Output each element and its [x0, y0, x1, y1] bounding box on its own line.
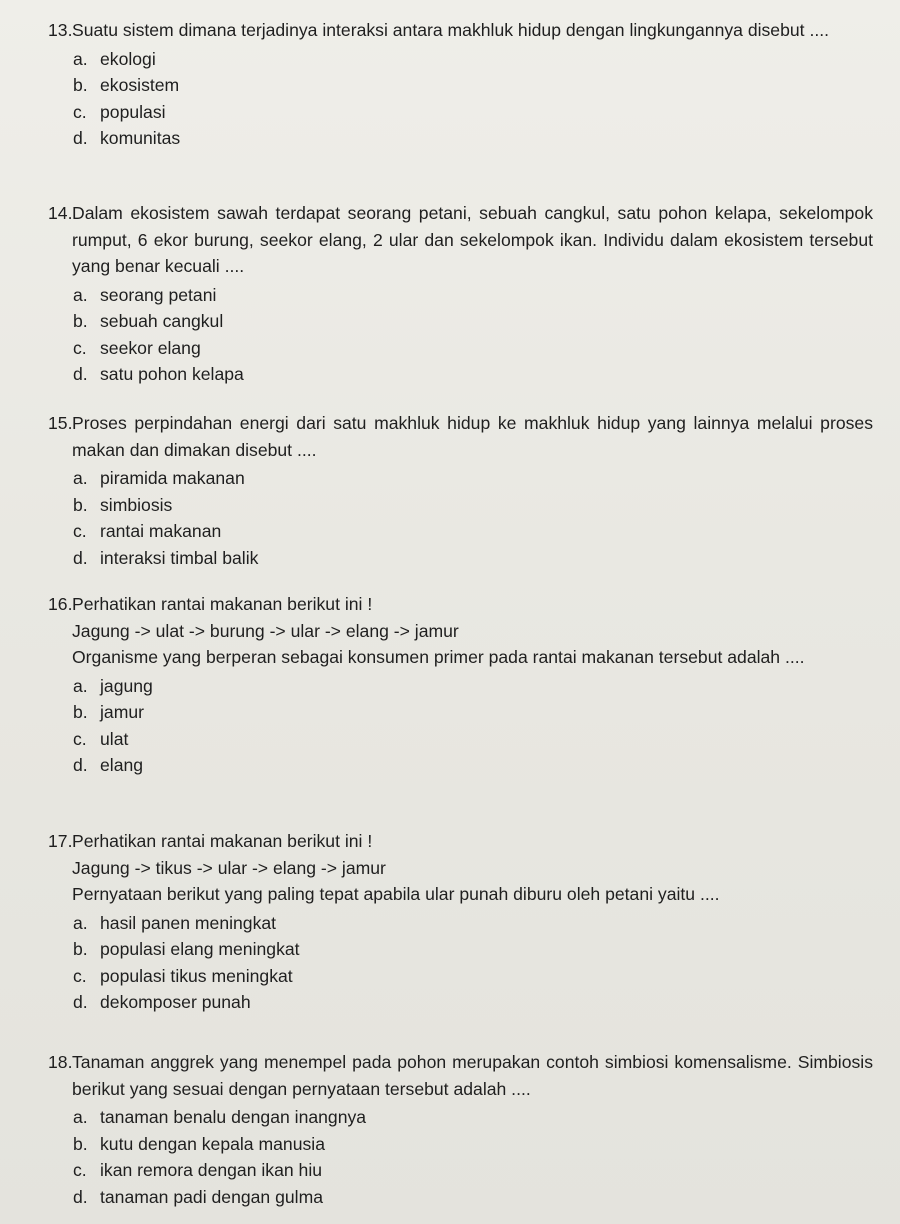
- option-a: a. ekologi: [73, 48, 156, 69]
- question-prompt: Pernyataan berikut yang paling tepat apabila ular punah diburu oleh petani yaitu ....: [72, 884, 720, 904]
- option-b: b. simbiosis: [73, 494, 173, 515]
- question-13: [48, 17, 873, 152]
- option-d: d. tanaman padi dengan gulma: [73, 1186, 324, 1207]
- option-list: [48, 1104, 873, 1210]
- option-a: a. hasil panen meningkat: [73, 912, 277, 933]
- option-list: [48, 910, 873, 1016]
- option-c: c. seekor elang: [73, 337, 201, 358]
- option-list: [48, 46, 873, 152]
- question-text: Suatu sistem dimana terjadinya interaksi antara makhluk hidup dengan lingkungannya disebut ....: [72, 20, 829, 40]
- question-prompt: Organisme yang berperan sebagai konsumen primer pada rantai makanan tersebut adalah ....: [72, 647, 805, 667]
- option-b: b. ekosistem: [73, 75, 180, 95]
- question-text: Tanaman anggrek yang menempel pada pohon merupakan contoh simbiosi komensalisme. Simbiosis berikut yang sesuai dengan pernyataan tersebut adalah ....: [72, 1052, 873, 1099]
- option-d: d. dekomposer punah: [73, 992, 251, 1012]
- option-list: [48, 282, 873, 388]
- question-15: [48, 410, 873, 571]
- food-chain-text: Jagung -> ulat -> burung -> ular -> elang -> jamur: [72, 620, 459, 641]
- question-14: [48, 200, 873, 388]
- option-c: c. populasi: [73, 101, 166, 122]
- question-number: 13.: [48, 20, 73, 40]
- option-b: b. populasi elang meningkat: [73, 939, 300, 959]
- question-number: 15.: [48, 413, 73, 433]
- question-number: 18.: [48, 1052, 73, 1072]
- option-c: c. rantai makanan: [73, 521, 222, 541]
- option-d: d. komunitas: [73, 128, 181, 148]
- option-c: c. populasi tikus meningkat: [73, 965, 293, 986]
- option-c: c. ulat: [73, 728, 129, 749]
- question-16: [48, 591, 873, 779]
- option-c: c. ikan remora dengan ikan hiu: [73, 1160, 323, 1180]
- option-b: b. sebuah cangkul: [73, 311, 224, 331]
- option-d: d. satu pohon kelapa: [73, 364, 244, 384]
- option-b: b. kutu dengan kepala manusia: [73, 1133, 325, 1154]
- option-d: d. interaksi timbal balik: [73, 547, 259, 568]
- question-number: 14.: [48, 203, 73, 223]
- question-text: Dalam ekosistem sawah terdapat seorang petani, sebuah cangkul, satu pohon kelapa, sekelompok rumput, 6 ekor burung, seekor elang, 2 ular dan sekelompok ikan. Individu dalam ekosistem tersebut yang benar kecuali ....: [72, 203, 873, 276]
- food-chain-text: Jagung -> tikus -> ular -> elang -> jamur: [72, 857, 386, 878]
- question-18: [48, 1049, 873, 1210]
- option-d: d. elang: [73, 755, 144, 775]
- option-b: b. jamur: [73, 702, 144, 722]
- question-text: Proses perpindahan energi dari satu makhluk hidup ke makhluk hidup yang lainnya melalui proses makan dan dimakan disebut ....: [72, 413, 873, 460]
- question-17: [48, 828, 873, 1016]
- option-a: a. seorang petani: [73, 284, 217, 305]
- question-number: 17.: [48, 831, 73, 851]
- question-text: Perhatikan rantai makanan berikut ini !: [72, 594, 373, 614]
- option-list: [48, 465, 873, 571]
- option-list: [48, 673, 873, 779]
- option-a: a. jagung: [73, 675, 153, 696]
- question-number: 16.: [48, 594, 73, 614]
- question-text: Perhatikan rantai makanan berikut ini !: [72, 831, 373, 851]
- option-a: a. tanaman benalu dengan inangnya: [73, 1107, 367, 1127]
- option-a: a. piramida makanan: [73, 468, 245, 488]
